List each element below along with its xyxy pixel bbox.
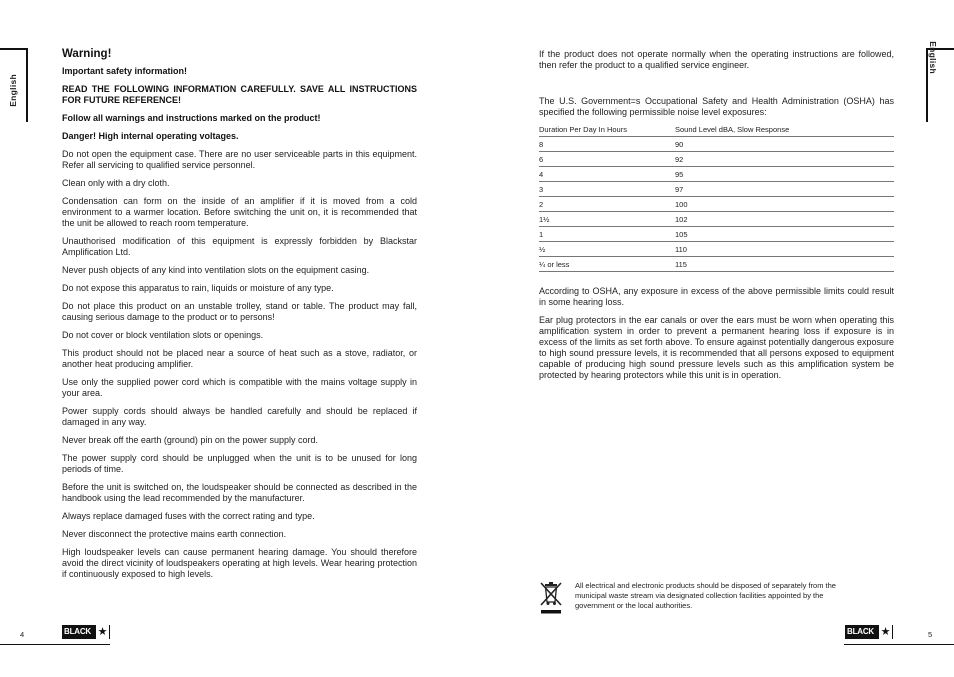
table-cell: 115 (675, 257, 894, 272)
paragraph: Do not cover or block ventilation slots or openings. (62, 330, 264, 340)
language-tab-left (0, 48, 28, 122)
paragraph: This product should not be placed near a source of heat such as a stove, radiator, or another heat producing amplifier. (62, 348, 417, 369)
table-cell: 102 (675, 212, 894, 227)
star-icon: ★ (97, 626, 108, 638)
table-cell: 1 (539, 227, 675, 242)
table-cell: 1½ (539, 212, 675, 227)
table-cell: 105 (675, 227, 894, 242)
table-row (539, 257, 894, 272)
paragraph: If the product does not operate normally when the operating instructions are followed, then refer the product to a qualified service engineer. (539, 49, 894, 70)
paragraph: Never disconnect the protective mains earth connection. (62, 529, 287, 539)
table-header-row (539, 122, 894, 137)
bold-line: Important safety information! (62, 66, 188, 76)
paragraph: Never push objects of any kind into ventilation slots on the equipment casing. (62, 265, 370, 275)
table-row (539, 212, 894, 227)
paragraph: High loudspeaker levels can cause permanent hearing damage. You should therefore avoid the direct vicinity of loudspeakers operating at high levels. Wear hearing protection if continuously exposed to high levels. (62, 547, 417, 579)
table-row (539, 152, 894, 167)
paragraph: Condensation can form on the inside of an amplifier if it is moved from a cold environment to a warmer location. Before switching the unit on, it is recommended that the unit be allowed to reach room temperature. (62, 196, 417, 228)
language-tab-right (926, 41, 954, 122)
bold-line: Danger! High internal operating voltages. (62, 131, 239, 141)
disposal-notice: All electrical and electronic products should be disposed of separately from the municipal waste stream via designated collection facilities appointed by the government or the local authorities. (575, 581, 836, 610)
table-cell: 2 (539, 197, 675, 212)
table-cell: 110 (675, 242, 894, 257)
paragraph: The power supply cord should be unplugged when the unit is to be unused for long periods of time. (62, 453, 417, 474)
table-cell: 3 (539, 182, 675, 197)
paragraph: Unauthorised modification of this equipment is expressly forbidden by Blackstar Amplification Ltd. (62, 236, 417, 257)
table-cell: ½ (539, 242, 675, 257)
bold-line: Follow all warnings and instructions marked on the product! (62, 113, 321, 123)
table-row (539, 167, 894, 182)
paragraph: Do not place this product on an unstable trolley, stand or table. The product may fall, causing serious damage to the product or to persons! (62, 301, 417, 322)
right-page-column (539, 49, 894, 388)
table-cell: 4 (539, 167, 675, 182)
table-cell: 95 (675, 167, 894, 182)
footer-rule-right (844, 644, 954, 645)
paragraph: Do not open the equipment case. There are no user serviceable parts in this equipment. Refer all servicing to qualified service personnel. (62, 149, 417, 170)
osha-noise-table (539, 122, 894, 272)
logo-text: BLACK (847, 627, 874, 636)
table-row (539, 242, 894, 257)
paragraph: Ear plug protectors in the ear canals or over the ears must be worn when operating this amplification system in order to prevent a permanent hearing loss if exposure is in excess of the limits as set forth above. To ensure against potentially dangerous exposure to high sound pressure levels, it is recommended that all persons exposed to equipment capable of producing high sound pressure levels such as this amplification system be protected by hearing protectors while this unit is in operation. (539, 315, 894, 380)
star-icon: ★ (880, 626, 891, 638)
left-page-column (62, 49, 417, 587)
warning-heading: Warning! (62, 48, 112, 60)
page-number-right: 5 (928, 630, 933, 639)
table-cell: ¼ or less (539, 257, 675, 272)
blackstar-logo (62, 625, 110, 639)
table-cell: 97 (675, 182, 894, 197)
crossed-out-bin-icon (539, 580, 563, 614)
table-cell: 100 (675, 197, 894, 212)
paragraph: Do not expose this apparatus to rain, liquids or moisture of any type. (62, 283, 334, 293)
logo-text: BLACK (64, 627, 91, 636)
paragraph: Always replace damaged fuses with the correct rating and type. (62, 511, 315, 521)
table-cell: 6 (539, 152, 675, 167)
paragraph: Use only the supplied power cord which is compatible with the mains voltage supply in your area. (62, 377, 417, 398)
table-row (539, 227, 894, 242)
table-cell: 8 (539, 137, 675, 152)
footer-rule-left (0, 644, 110, 645)
paragraph: Power supply cords should always be handled carefully and should be replaced if damaged in any way. (62, 406, 417, 427)
table-cell: 90 (675, 137, 894, 152)
paragraph: According to OSHA, any exposure in excess of the above permissible limits could result in some hearing loss. (539, 286, 894, 307)
table-row (539, 137, 894, 152)
paragraph: The U.S. Government=s Occupational Safety and Health Administration (OSHA) has specified the following permissible noise level exposures: (539, 96, 894, 117)
page-number-left: 4 (20, 630, 25, 639)
table-row (539, 182, 894, 197)
paragraph: Never break off the earth (ground) pin on the power supply cord. (62, 435, 318, 445)
table-cell: 92 (675, 152, 894, 167)
language-tab-label: English (928, 41, 938, 74)
table-header: Duration Per Day In Hours (539, 122, 675, 137)
paragraph: Clean only with a dry cloth. (62, 178, 170, 188)
language-tab-label: English (8, 74, 18, 107)
bold-line: READ THE FOLLOWING INFORMATION CAREFULLY. SAVE ALL INSTRUCTIONS FOR FUTURE REFERENCE! (62, 84, 417, 105)
paragraph: Before the unit is switched on, the loudspeaker should be connected as described in the handbook using the lead recommended by the manufacturer. (62, 482, 417, 503)
table-header: Sound Level dBA, Slow Response (675, 122, 894, 137)
table-row (539, 197, 894, 212)
blackstar-logo (845, 625, 893, 639)
